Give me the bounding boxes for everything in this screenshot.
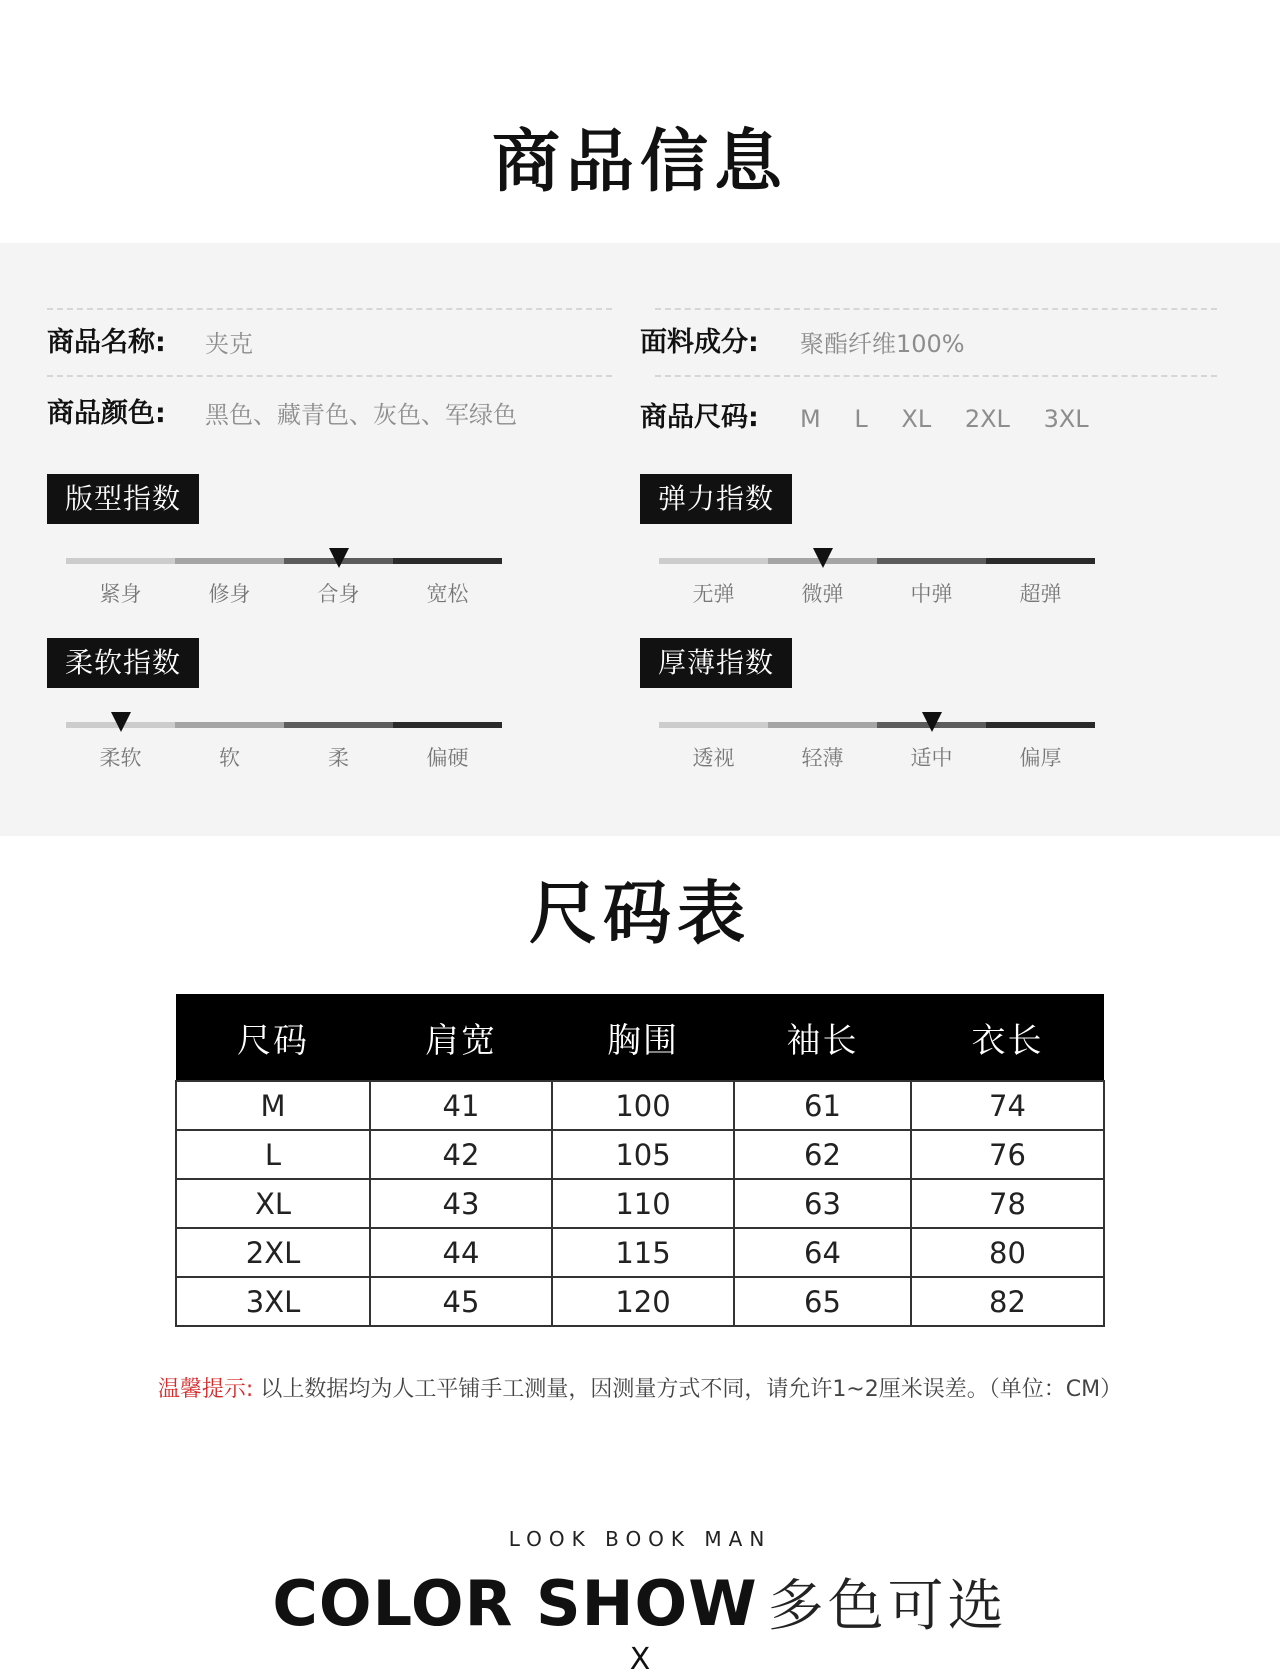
header-size: 尺码 [176, 994, 370, 1081]
size-option: M [800, 405, 821, 433]
table-cell: 82 [911, 1277, 1104, 1326]
index-option: 中弹 [910, 582, 953, 606]
header-sleeve: 袖长 [734, 994, 911, 1081]
lookbook-caption: LOOK BOOK MAN [508, 1527, 772, 1551]
table-cell: 64 [734, 1228, 911, 1277]
table-cell: 105 [552, 1130, 734, 1179]
index-option: 偏硬 [426, 746, 469, 770]
table-header-row [176, 994, 1104, 1081]
index-title: 弹力指数 [640, 474, 792, 524]
divider [655, 308, 1217, 310]
table-cell: 41 [370, 1081, 552, 1130]
index-marker [329, 548, 349, 568]
table-cell: 78 [911, 1179, 1104, 1228]
table-cell: 44 [370, 1228, 552, 1277]
index-bar [66, 722, 502, 728]
color-value: 黑色、藏青色、灰色、军绿色 [205, 401, 517, 429]
index-option: 适中 [910, 746, 953, 770]
table-cell: 45 [370, 1277, 552, 1326]
name-label: 商品名称: [47, 327, 166, 358]
measurement-notice [0, 1375, 1280, 1405]
index-option: 柔 [328, 746, 349, 770]
index-option: 轻薄 [801, 746, 844, 770]
table-cell: 110 [552, 1179, 734, 1228]
fabric-value: 聚酯纤维100% [800, 330, 965, 358]
divider [47, 308, 612, 310]
index-bar [659, 558, 1095, 564]
size-option: 2XL [964, 405, 1010, 433]
index-option: 软 [219, 746, 240, 770]
index-bar [66, 558, 502, 564]
color-show-en: COLOR SHOW [272, 1567, 758, 1640]
table-cell: 120 [552, 1277, 734, 1326]
table-cell: 115 [552, 1228, 734, 1277]
index-option: 微弹 [801, 582, 844, 606]
table-cell: 62 [734, 1130, 911, 1179]
color-show-cn: 多色可选 [767, 1574, 1008, 1639]
table-row [176, 1081, 1104, 1130]
size-chart-title: 尺码表 [528, 875, 751, 954]
table-cell: 43 [370, 1179, 552, 1228]
table-cell: 65 [734, 1277, 911, 1326]
index-option: 透视 [692, 746, 735, 770]
size-table [175, 994, 1105, 1327]
size-option: 3XL [1043, 405, 1089, 433]
table-cell: 2XL [176, 1228, 370, 1277]
table-cell: 100 [552, 1081, 734, 1130]
table-row [176, 1130, 1104, 1179]
table-cell: M [176, 1081, 370, 1130]
index-option: 修身 [208, 582, 251, 606]
fit-index [47, 474, 547, 606]
index-title: 厚薄指数 [640, 638, 792, 688]
header-shoulder: 肩宽 [370, 994, 552, 1081]
index-bar [659, 722, 1095, 728]
index-option: 紧身 [99, 582, 142, 606]
index-marker [111, 712, 131, 732]
next-section-hint: X [629, 1642, 651, 1677]
table-row [176, 1228, 1104, 1277]
size-option: XL [901, 405, 932, 433]
color-label: 商品颜色: [47, 398, 166, 429]
index-option: 柔软 [99, 746, 142, 770]
divider [655, 375, 1217, 377]
divider [47, 375, 612, 377]
name-value: 夹克 [205, 330, 253, 358]
table-cell: XL [176, 1179, 370, 1228]
notice-text: 以上数据均为人工平铺手工测量，因测量方式不同，请允许1~2厘米误差。（单位：CM） [260, 1377, 1123, 1402]
table-cell: 80 [911, 1228, 1104, 1277]
header-length: 衣长 [911, 994, 1104, 1081]
index-title: 柔软指数 [47, 638, 199, 688]
index-option: 合身 [317, 582, 360, 606]
index-option: 偏厚 [1019, 746, 1062, 770]
size-list [800, 401, 1115, 437]
table-row [176, 1179, 1104, 1228]
table-cell: 74 [911, 1081, 1104, 1130]
index-option: 超弹 [1019, 582, 1062, 606]
table-cell: 76 [911, 1130, 1104, 1179]
elasticity-index [640, 474, 1140, 606]
table-cell: 3XL [176, 1277, 370, 1326]
notice-label: 温馨提示: [157, 1377, 254, 1402]
table-cell: L [176, 1130, 370, 1179]
index-option: 无弹 [692, 582, 735, 606]
index-title: 版型指数 [47, 474, 199, 524]
index-option: 宽松 [426, 582, 469, 606]
table-cell: 42 [370, 1130, 552, 1179]
product-info-title: 商品信息 [491, 123, 788, 202]
size-option: L [854, 405, 868, 433]
table-cell: 61 [734, 1081, 911, 1130]
size-label: 商品尺码: [640, 402, 759, 433]
softness-index [47, 638, 547, 770]
header-chest: 胸围 [552, 994, 734, 1081]
index-marker [922, 712, 942, 732]
index-marker [813, 548, 833, 568]
table-cell: 63 [734, 1179, 911, 1228]
thickness-index [640, 638, 1140, 770]
fabric-label: 面料成分: [640, 327, 759, 358]
table-row [176, 1277, 1104, 1326]
